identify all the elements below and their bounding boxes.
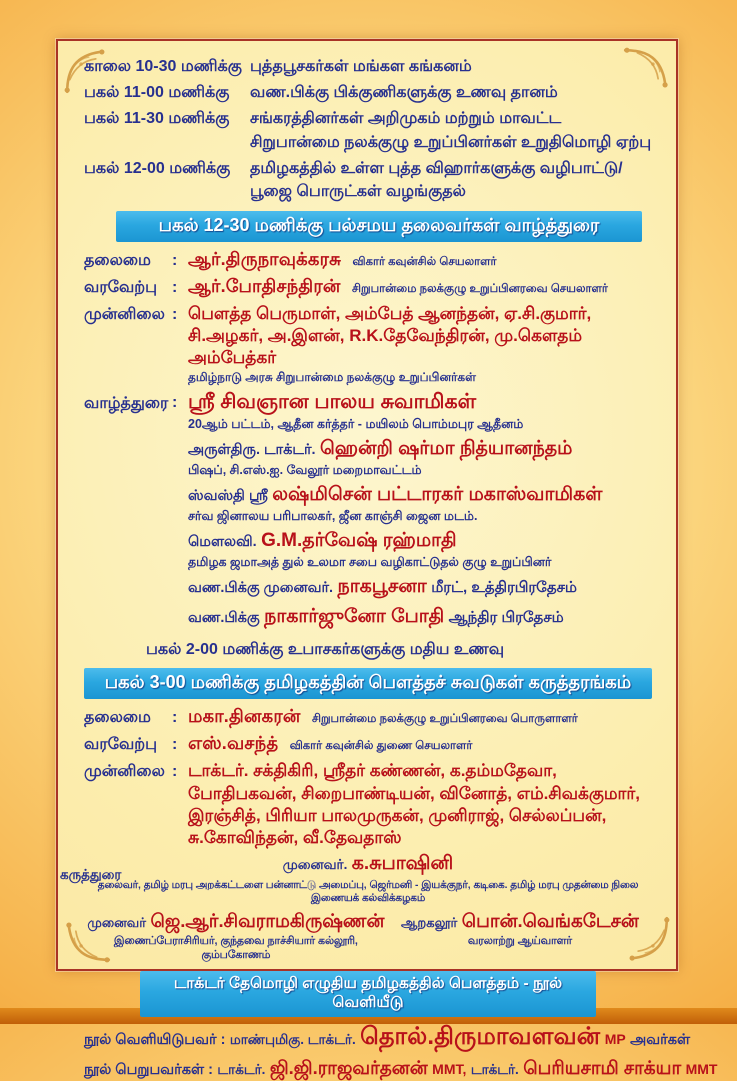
- presenter-line: [388, 910, 652, 934]
- keynote-line: [84, 853, 652, 877]
- book-receivers-line: [84, 1056, 718, 1081]
- book-releaser-line: [84, 1022, 691, 1053]
- schedule-event: புத்தபூசகர்கள் மங்கள கங்கனம்: [250, 58, 472, 75]
- schedule-row: [84, 107, 652, 153]
- schedule-time: பகல் 11-00 மணிக்கு: [84, 84, 230, 102]
- blessing-speakers: [188, 390, 652, 636]
- chair-value: [188, 249, 652, 272]
- keynote-prefix: முனைவர்.: [282, 856, 348, 872]
- chair-desc: சிறுபான்மை நலக்குழு உறுப்பினரவை பொருளாளர்: [311, 713, 578, 726]
- presence-value: [188, 303, 652, 386]
- releaser-suffix: அவர்கள்: [630, 1031, 691, 1048]
- book-release-banner: டாக்டர் தேமொழி எழுதிய தமிழகத்தில் பௌத்தம் - நூல் வெளியீடு: [140, 971, 596, 1017]
- speaker-desc: தமிழக ஜமாஅத் துல் உலமா சபை வழிகாட்டுதல் குழு உறுப்பினர்: [188, 555, 552, 570]
- receiver2-post: MMT: [685, 1060, 718, 1077]
- speaker-name: லஷ்மிசென் பட்டாரகர் மகாஸ்வாமிகள்: [272, 484, 603, 506]
- schedule-time: பகல் 12-00 மணிக்கு: [84, 159, 231, 177]
- speaker-suffix: மீரட், உத்திரபிரதேசம்: [431, 579, 577, 597]
- welcome-desc: விகார் கவுன்சில் துணை செயலாளர்: [289, 740, 473, 753]
- releaser-prefix: மாண்புமிகு. டாக்டர்.: [229, 1031, 356, 1047]
- keynote-name: க.சுபாஷினி: [351, 852, 454, 874]
- releaser-post: MP: [604, 1030, 626, 1047]
- session1-chair-row: [84, 249, 652, 272]
- speaker-line: [188, 606, 652, 630]
- speaker-name: G.M.தர்வேஷ் ரஹ்மாதி: [261, 530, 457, 552]
- speaker-entry: [188, 606, 652, 630]
- speaker-prefix: ஸ்வஸ்தி ஸ்ரீ: [188, 488, 268, 505]
- speaker-name: ஹென்றி ஷர்மா நித்யானந்தம்: [320, 438, 573, 460]
- presenter-right: [388, 910, 652, 963]
- flyer-panel: [56, 39, 718, 1078]
- welcome-label: வரவேற்பு: [84, 279, 158, 297]
- colon: :: [172, 306, 178, 324]
- colon: :: [172, 763, 178, 781]
- welcome-desc: சிறுபான்மை நலக்குழு உறுப்பினரவை செயலாளர்: [351, 283, 608, 296]
- presence-label: முன்னிலை: [84, 306, 165, 324]
- chair-label: தலைமை: [84, 709, 151, 727]
- keynote-block: [60, 852, 652, 905]
- session1-presence-row: [84, 303, 652, 386]
- receiver2-prefix: டாக்டர்.: [470, 1061, 519, 1077]
- blessing-row: [84, 390, 652, 636]
- speaker-entry: [188, 484, 652, 524]
- presenter-prefix: முனைவர்: [87, 914, 146, 930]
- keynote-label: கருத்துரை: [60, 866, 122, 882]
- colon: :: [172, 252, 178, 270]
- chair-desc: விகார் கவுன்சில் செயலாளர்: [352, 256, 497, 269]
- session1-welcome-row: [84, 276, 652, 299]
- speaker-line: [188, 530, 652, 554]
- releaser-label: நூல் வெளியிடுபவர் :: [84, 1031, 226, 1048]
- flyer-content: [58, 41, 718, 1078]
- chair-name: மகா.தினகரன்: [188, 706, 301, 727]
- schedule-event: சங்கரத்தினர்கள் அறிமுகம் மற்றும் மாவட்ட சிறுபான்மை நலக்குழு உறுப்பினர்கள் உறுதிமொழி ஏற்பு: [250, 110, 652, 151]
- speaker-line: [188, 438, 652, 462]
- speaker-prefix: வண.பிக்கு: [188, 610, 260, 627]
- schedule-row: [84, 157, 652, 203]
- presenter-left: [84, 910, 388, 963]
- session2-welcome-row: [84, 733, 652, 756]
- receiver1-prefix: டாக்டர்.: [217, 1061, 266, 1077]
- colon: :: [172, 736, 178, 754]
- presenter-name: பொன்.வெங்கடேசன்: [461, 909, 639, 931]
- colon: :: [172, 709, 178, 727]
- schedule-event: வண.பிக்கு பிக்குணிகளுக்கு உணவு தானம்: [250, 84, 558, 102]
- chair-label: தலைமை: [84, 252, 151, 270]
- presenter-prefix: ஆறகலூர்: [400, 914, 458, 930]
- speaker-entry: [188, 530, 652, 570]
- speaker-desc: பிஷப், சி.எஸ்.ஐ. வேலூர் மறைமாவட்டம்: [188, 463, 422, 478]
- chair-name: ஆர்.திருநாவுக்கரசு: [188, 249, 342, 270]
- speaker-entry: [188, 576, 652, 600]
- schedule-time: காலை 10-30 மணிக்கு: [84, 58, 242, 75]
- speaker-entry: [188, 390, 652, 432]
- receivers-label: நூல் பெறுபவர்கள் :: [84, 1061, 213, 1078]
- session2-banner: பகல் 3-00 மணிக்கு தமிழகத்தின் பௌத்தச் சுவடுகள் கருத்தரங்கம்: [84, 668, 652, 699]
- speaker-entry: [188, 438, 652, 478]
- presenter-desc: வரலாற்று ஆய்வாளர்: [467, 934, 572, 947]
- presence-desc: தமிழ்நாடு அரசு சிறுபான்மை நலக்குழு உறுப்பினர்கள்: [188, 370, 476, 385]
- speaker-name: நாகார்ஜுனோ போதி: [264, 606, 445, 628]
- speaker-prefix: வண.பிக்கு முனைவர்.: [188, 580, 334, 597]
- presenter-desc: இணைப்பேராசிரியர், குந்தவை நாச்சியார் கல்லூரி, கும்பகோணம்: [113, 934, 358, 961]
- presenters-columns: [84, 910, 652, 963]
- welcome-name: எஸ்.வசந்த்: [188, 733, 279, 754]
- presence-label: முன்னிலை: [84, 763, 165, 781]
- releaser-name: தொல்.திருமாவளவன்: [360, 1022, 601, 1050]
- welcome-value: [188, 276, 652, 299]
- speaker-suffix: ஆந்திர பிரதேசம்: [448, 609, 564, 627]
- session2-chair-row: [84, 706, 652, 729]
- schedule-event: தமிழகத்தில் உள்ள புத்த விஹார்களுக்கு வழிபாட்டு/பூஜை பொருட்கள் வழங்குதல்: [250, 159, 623, 200]
- receiver1-name: ஜி.ஜி.ராஜவர்தனன்: [269, 1056, 428, 1078]
- session2-presence-row: [84, 760, 652, 848]
- presenter-line: [84, 910, 388, 934]
- colon: :: [172, 279, 178, 297]
- schedule-list: [84, 55, 652, 203]
- schedule-time: பகல் 11-30 மணிக்கு: [84, 110, 230, 128]
- presence-names: டாக்டர். சக்திகிரி, ஸ்ரீதர் கண்ணன், க.தம்மதேவா, போதிபகவன், சிறைபாண்டியன், வினோத், எம்.சிவக்குமார், இரஞ்சித், பிரியா பாலமுருகன், முனிராஜ், செல்லப்பன், சு.கோவிந்தன், வீ.தேவதாஸ்: [188, 761, 641, 847]
- speaker-line: [188, 484, 652, 508]
- colon: :: [172, 394, 178, 412]
- blessing-label: வாழ்த்துரை: [84, 395, 169, 413]
- welcome-value: [188, 733, 652, 756]
- speaker-desc: சர்வ ஜினாலய பரிபாலகர், ஜீன காஞ்சி ஜைன மடம்.: [188, 509, 478, 524]
- session1-banner: பகல் 12-30 மணிக்கு பல்சமய தலைவர்கள் வாழ்த்துரை: [116, 211, 642, 242]
- lunch-line: பகல் 2-00 மணிக்கு உபாசகர்களுக்கு மதிய உணவு: [146, 641, 505, 659]
- speaker-name: நாகபூசனா: [337, 576, 427, 598]
- schedule-row: [84, 81, 652, 104]
- presenter-name: ஜெ.ஆர்.சிவராமகிருஷ்ணன்: [150, 909, 385, 931]
- chair-value: [188, 706, 652, 729]
- speaker-name: ஸ்ரீ சிவஞான பாலய சுவாமிகள்: [188, 390, 477, 414]
- receiver1-post: MMT,: [432, 1060, 467, 1077]
- speaker-prefix: மௌலவி.: [188, 534, 257, 551]
- speaker-line: [188, 576, 652, 600]
- presence-value: [188, 760, 652, 848]
- speaker-line: [188, 390, 652, 416]
- welcome-label: வரவேற்பு: [84, 736, 158, 754]
- presence-names: பௌத்த பெருமாள், அம்பேத் ஆனந்தன், ஏ.சி.குமார், சி.அழகர், அ.இளன், R.K.தேவேந்திரன், மு.கௌதம் அம்பேத்கர்: [188, 304, 592, 368]
- keynote-desc: தலைவர், தமிழ் மரபு அறக்கட்டளை பன்னாட்டு அமைப்பு, ஜெர்மனி - இயக்குநர், கடிகை. தமிழ் மரபு முதன்மை நிலை இணையக் கல்விக்கழகம்: [97, 879, 639, 904]
- schedule-row: [84, 55, 652, 78]
- receiver2-name: பெரியசாமி சாக்யா: [523, 1056, 682, 1078]
- welcome-name: ஆர்.போதிசந்திரன்: [188, 276, 341, 297]
- speaker-prefix: அருள்திரு. டாக்டர்.: [188, 442, 316, 459]
- speaker-desc: 20ஆம் பட்டம், ஆதீன கர்த்தர் - மயிலம் பொம்மபுர ஆதீனம்: [188, 417, 524, 432]
